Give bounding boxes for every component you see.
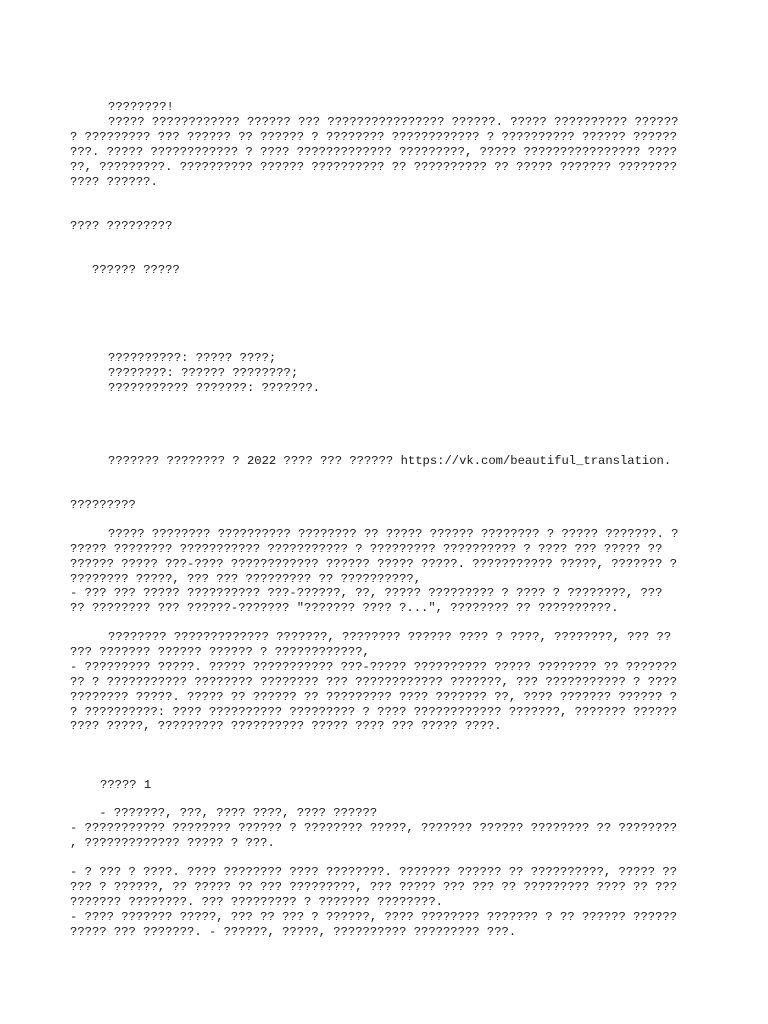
chapter-line: ??????? ????????. ??? ????????? ? ??????? ????????. — [70, 895, 443, 909]
intro-line: ???? ??????. — [70, 175, 158, 189]
chapter-line: ????? ??? ???????. - ??????, ?????, ?????????? ????????? ???. — [70, 925, 517, 939]
prologue-line: ?????? ????? ???-???? ???????????? ?????? ????? ?????. ??????????? ?????, ??????? ? — [70, 557, 678, 571]
credit-line: ????????: ?????? ????????; — [108, 366, 299, 380]
intro-greeting: ????????! — [108, 100, 174, 114]
prologue-line: ???????? ?????. ????? ?? ?????? ?? ????????? ???? ??????? ??, ???? ??????? ?????? ? — [70, 690, 678, 704]
chapter-title: ?????? ????? — [92, 263, 180, 277]
chapter-line: - ? ??? ? ????. ???? ???????? ???? ????????. ??????? ?????? ?? ??????????, ????? ?? — [70, 865, 678, 879]
prologue-line: ???? ?????, ????????? ?????????? ????? ???? ??? ????? ????. — [70, 719, 502, 733]
prologue-line: ???????? ????????????? ???????, ???????? ?????? ???? ? ????, ????????, ??? ?? — [108, 630, 672, 644]
chapter-line: ??? ? ??????, ?? ????? ?? ??? ?????????, ??? ????? ??? ??? ?? ????????? ???? ?? ??? — [70, 880, 678, 894]
prologue-line: - ??? ??? ????? ?????????? ???-??????, ??, ????? ????????? ? ???? ? ????????, ??? — [70, 586, 663, 600]
prologue-line: ?? ? ??????????? ???????? ???????? ??? ???????????? ???????, ??? ??????????? ? ???? — [70, 675, 678, 689]
chapter-line: - ???? ??????? ?????, ??? ?? ??? ? ??????, ???? ???????? ??????? ? ?? ?????? ?????? — [70, 910, 678, 924]
prologue-line: ????? ???????? ??????????? ??????????? ? ????????? ?????????? ? ???? ??? ????? ?? — [70, 542, 663, 556]
intro-line: ??, ?????????. ?????????? ?????? ?????????? ?? ?????????? ?? ????? ??????? ???????? — [70, 160, 678, 174]
prologue-line: ??? ??????? ?????? ?????? ? ????????????, — [70, 645, 370, 659]
credit-line: ??????????? ???????: ???????. — [108, 381, 321, 395]
translation-note — [108, 454, 671, 469]
translation-note-text: ??????? ???????? ? 2022 ???? ??? ?????? — [108, 454, 394, 468]
chapter-line: - ??????????? ???????? ?????? ? ???????? ?????, ??????? ?????? ???????? ?? ???????? — [70, 821, 678, 835]
translation-link[interactable]: https://vk.com/beautiful_translation. — [400, 454, 672, 468]
chapter-line: , ????????????? ????? ? ???. — [70, 836, 275, 850]
intro-line: ???. ????? ???????????? ? ???? ????????????? ?????????, ????? ???????????????? ???? — [70, 145, 678, 159]
section-heading: ???? ????????? — [70, 219, 173, 233]
credit-line: ??????????: ????? ????; — [108, 351, 277, 365]
intro-line: ? ????????? ??? ?????? ?? ?????? ? ???????? ???????????? ? ?????????? ?????? ?????? — [70, 130, 678, 144]
chapter-heading: ????? 1 — [100, 778, 152, 792]
intro-line: ????? ???????????? ?????? ??? ???????????????? ??????. ????? ?????????? ?????? — [108, 115, 679, 129]
prologue-line: ?? ???????? ??? ??????-??????? "??????? ???? ?...", ???????? ?? ??????????. — [70, 601, 619, 615]
prologue-line: ????? ???????? ?????????? ???????? ?? ????? ?????? ???????? ? ????? ???????. ? — [108, 527, 679, 541]
prologue-line: - ????????? ?????. ????? ??????????? ???-????? ?????????? ????? ???????? ?? ??????? — [70, 660, 678, 674]
prologue-heading: ????????? — [70, 498, 136, 512]
prologue-line: ???????? ?????, ??? ??? ????????? ?? ??????????, — [70, 572, 422, 586]
chapter-line: - ???????, ???, ???? ????, ???? ?????? — [70, 806, 378, 820]
prologue-line: ? ??????????: ???? ?????????? ????????? ? ???? ???????????? ???????, ??????? ?????? — [70, 705, 678, 719]
